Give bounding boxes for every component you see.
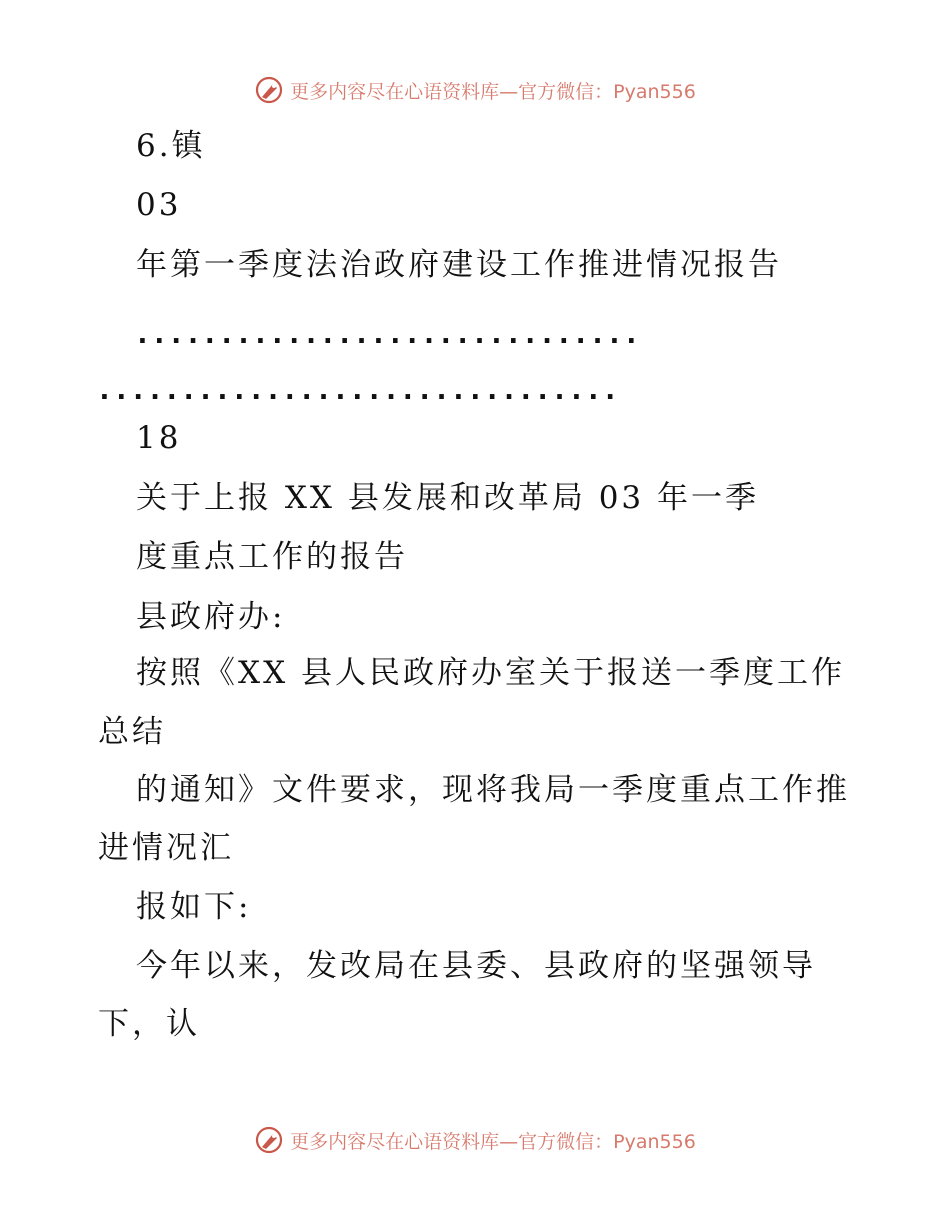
footer-watermark [0,1120,950,1160]
doc-line-para1-e: 报如下: [136,889,252,925]
doc-line-addressee: 县政府办: [136,599,286,635]
doc-line-para2-a: 今年以来，发改局在县委、县政府的坚强领导 [136,948,816,984]
doc-line-para1-b: 总结 [98,714,166,750]
doc-line-para2-b: 下，认 [98,1006,200,1042]
pen-nib-circle-icon [254,1125,284,1155]
doc-line-para1-a: 按照《XX 县人民政府办室关于报送一季度工作 [136,655,845,691]
doc-line-year: 03 [136,187,182,223]
doc-line-para1-d: 进情况汇 [98,830,234,866]
doc-line-item-number: 6.镇 [136,128,206,164]
pen-nib-circle-icon [254,75,284,105]
doc-line-report-title-1: 关于上报 XX 县发展和改革局 03 年一季 [136,480,759,516]
doc-line-page-number: 18 [136,420,182,456]
toc-leader-dots-1: .............................. [134,317,640,350]
header-watermark [0,70,950,110]
doc-line-report-title-2: 度重点工作的报告 [136,539,408,575]
doc-line-para1-c: 的通知》文件要求，现将我局一季度重点工作推 [136,772,850,808]
watermark-handle: Pyan556 [613,80,696,103]
toc-leader-dots-2: ............................... [96,373,619,406]
watermark-text: 更多内容尽在心语资料库—官方微信：Pyan556 [290,1130,696,1153]
watermark-text: 更多内容尽在心语资料库—官方微信：Pyan556 [290,80,696,103]
watermark-handle: Pyan556 [613,1130,696,1153]
doc-line-toc-title: 年第一季度法治政府建设工作推进情况报告 [136,247,782,283]
